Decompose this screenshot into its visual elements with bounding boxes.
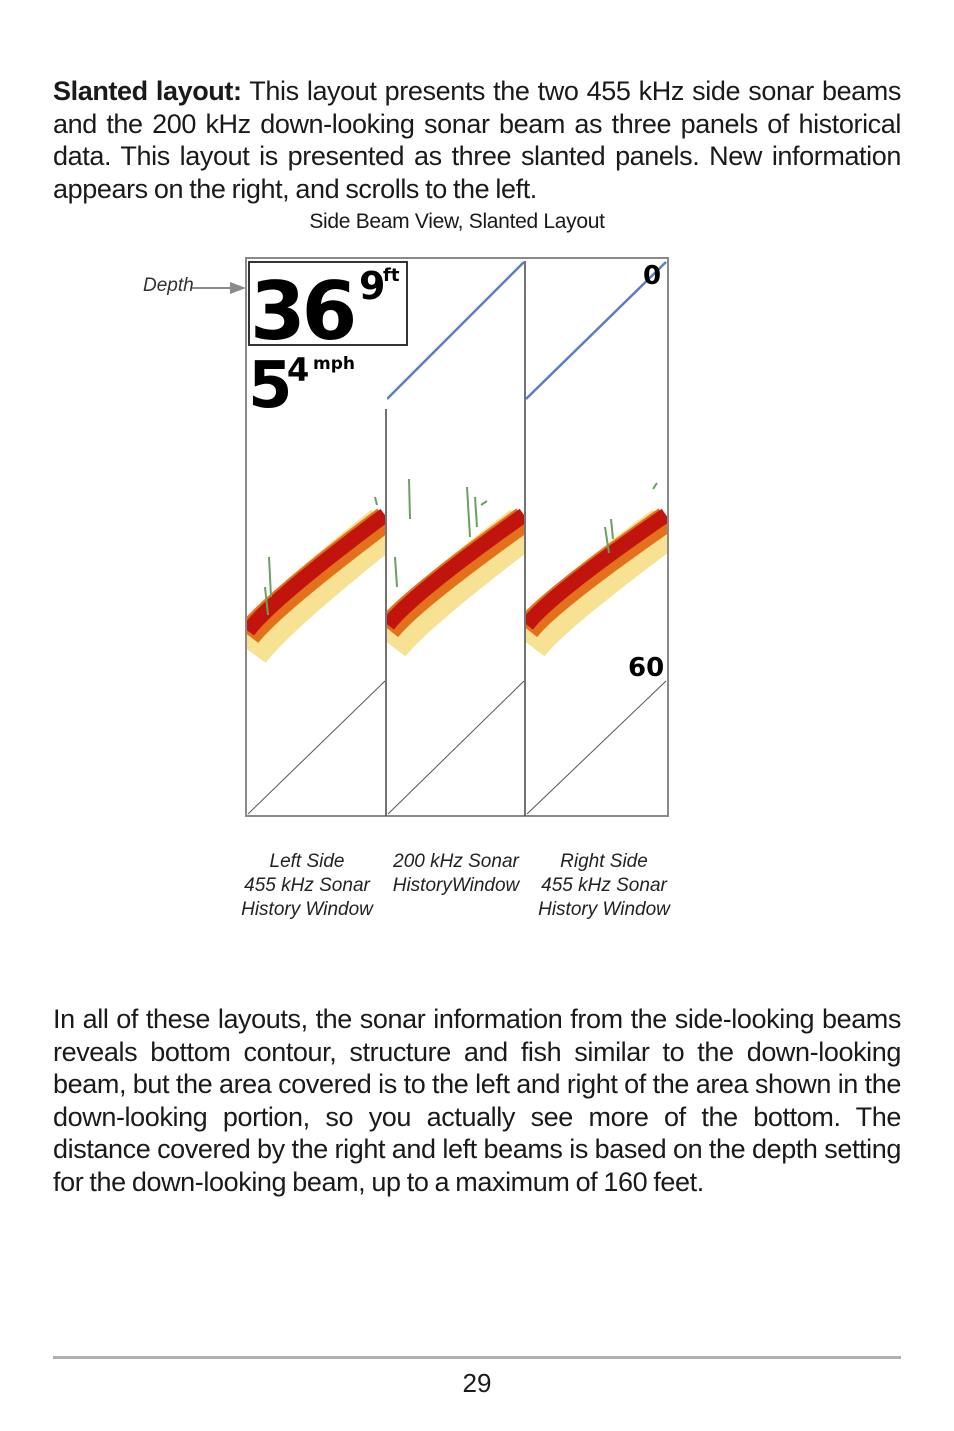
scale-top-label: 0 (643, 261, 662, 291)
page-number: 29 (462, 1368, 492, 1398)
caption-right-side: Right Side 455 kHz Sonar History Window (538, 851, 670, 920)
callout-arrow-icon (192, 281, 246, 295)
speed-value: 5 (248, 349, 293, 423)
intro-text: This layout presents the two 455 kHz side sonar beams and the 200 kHz down-looking sonar beam as three panels of historical data. This layout is presented as three slanted panels. New information appears on the right, and scrolls to the left. (53, 76, 901, 204)
depth-value: 36 (250, 265, 354, 358)
caption-left-side: Left Side 455 kHz Sonar History Window (241, 851, 373, 920)
footer-rule (53, 1356, 901, 1359)
figure-title: Side Beam View, Slanted Layout (309, 210, 605, 233)
sonar-screen (245, 257, 669, 817)
depth-decimal: 9 (359, 264, 386, 308)
depth-unit: ft (383, 265, 400, 286)
speed-unit: mph (313, 354, 355, 374)
depth-callout: Depth (143, 275, 194, 296)
speed-decimal: 4 (287, 351, 310, 389)
scale-bottom-label: 60 (628, 653, 665, 683)
intro-paragraph (53, 75, 901, 205)
body-paragraph: In all of these layouts, the sonar information from the side-looking beams reveals bottom contour, structure and fish similar to the down-looking beam, but the area covered is to the left and right of the area shown in the down-looking portion, so you actually see more of the bottom. The distance covered by the right and left beams is based on the depth setting for the down-looking beam, up to a maximum of 160 feet. (53, 1004, 901, 1197)
intro-label: Slanted layout: (53, 76, 242, 106)
caption-200khz: 200 kHz Sonar HistoryWindow (392, 851, 520, 896)
